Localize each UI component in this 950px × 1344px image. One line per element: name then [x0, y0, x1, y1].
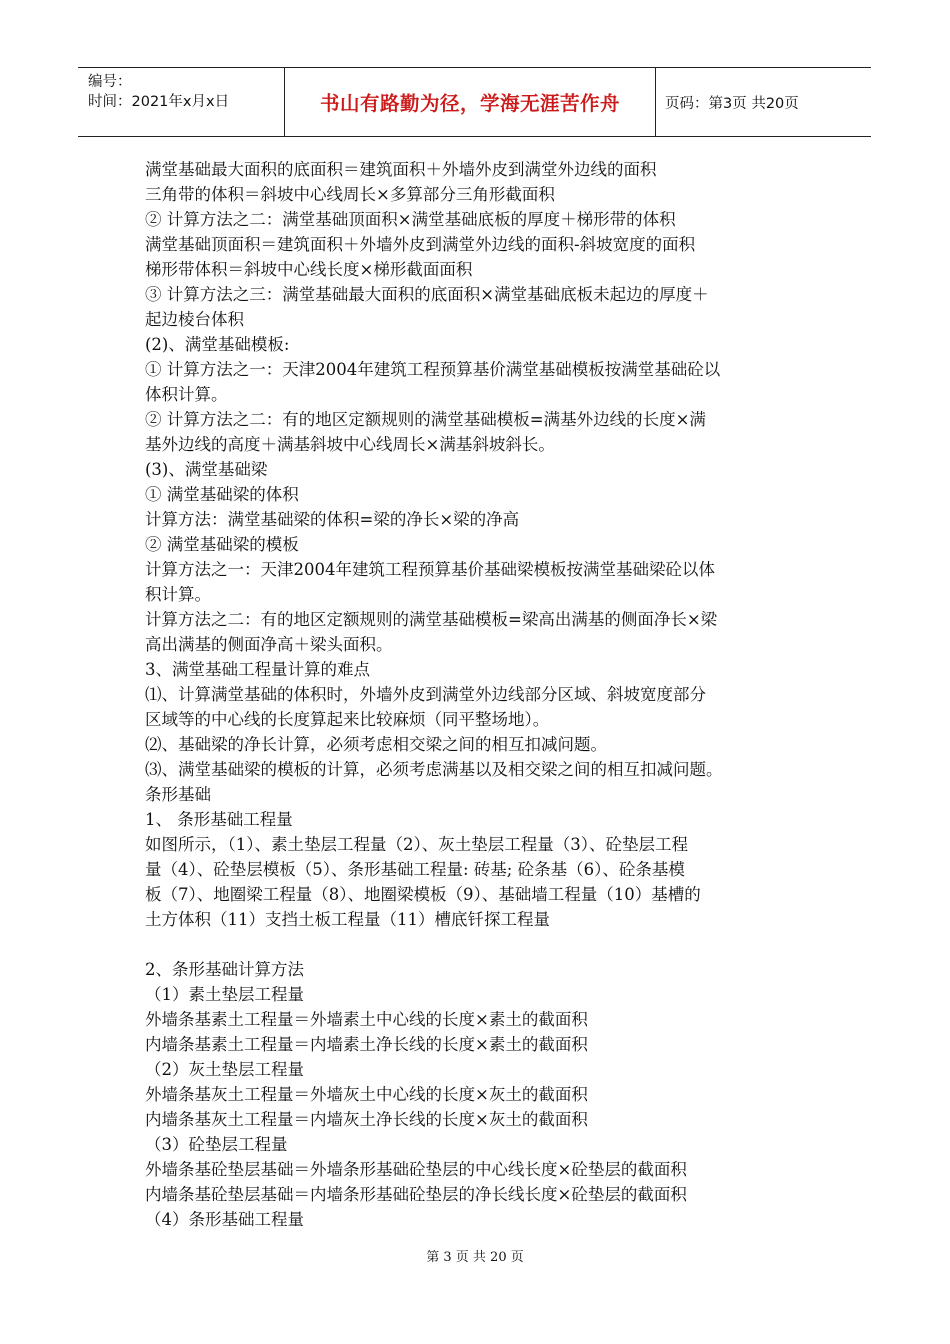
- text-line: 区域等的中心线的长度算起来比较麻烦（同平整场地）。: [145, 710, 550, 729]
- text-line: 计算方法：满堂基础梁的体积=梁的净长×梁的净高: [145, 510, 520, 529]
- header-page-cell: [656, 68, 871, 136]
- text-line: （1）素土垫层工程量: [145, 985, 304, 1004]
- text-line: ① 计算方法之一：天津2004年建筑工程预算基价满堂基础模板按满堂基础砼以: [145, 360, 721, 379]
- text-line: 板（7）、地圈梁工程量（8）、地圈梁模板（9）、基础墙工程量（10）基槽的: [145, 885, 701, 904]
- number-label: 编号：: [88, 74, 132, 90]
- page-footer: [0, 1246, 950, 1265]
- text-line: 内墙条基砼垫层基础＝内墙条形基础砼垫层的净长线长度×砼垫层的截面积: [145, 1185, 687, 1204]
- page-info: 页码：第3页 共20页: [665, 95, 799, 112]
- text-line: 外墙条基砼垫层基础＝外墙条形基础砼垫层的中心线长度×砼垫层的截面积: [145, 1160, 687, 1179]
- text-line: （2）灰土垫层工程量: [145, 1060, 304, 1079]
- text-line: 计算方法之二：有的地区定额规则的满堂基础模板=梁高出满基的侧面净长×梁: [145, 610, 718, 629]
- text-line: 土方体积（11）支挡土板工程量（11）槽底钎探工程量: [145, 910, 550, 929]
- text-line: ⑵、基础梁的净长计算，必须考虑相交梁之间的相互扣减问题。: [145, 735, 607, 754]
- text-line: ② 满堂基础梁的模板: [145, 535, 299, 554]
- text-line: 1、 条形基础工程量: [145, 810, 293, 829]
- text-line: ② 计算方法之二：有的地区定额规则的满堂基础模板=满基外边线的长度×满: [145, 410, 706, 429]
- text-line: 高出满基的侧面净高＋梁头面积。: [145, 635, 393, 654]
- text-line: 外墙条基灰土工程量＝外墙灰土中心线的长度×灰土的截面积: [145, 1085, 588, 1104]
- text-line: ② 计算方法之二：满堂基础顶面积×满堂基础底板的厚度＋梯形带的体积: [145, 210, 676, 229]
- text-line: 计算方法之一：天津2004年建筑工程预算基价基础梁模板按满堂基础梁砼以体: [145, 560, 715, 579]
- header-meta: [78, 68, 284, 136]
- text-line: ① 满堂基础梁的体积: [145, 485, 299, 504]
- text-line: 外墙条基素土工程量＝外墙素土中心线的长度×素土的截面积: [145, 1010, 588, 1029]
- text-line: 2、条形基础计算方法: [145, 960, 304, 979]
- blank-line: [145, 932, 810, 957]
- text-line: 体积计算。: [145, 385, 228, 404]
- text-line: (3)、满堂基础梁: [145, 460, 268, 479]
- text-line: (2)、满堂基础模板:: [145, 335, 290, 354]
- text-line: 量（4）、砼垫层模板（5）、条形基础工程量: 砖基; 砼条基（6）、砼条基模: [145, 860, 685, 879]
- motto: 书山有路勤为径，学海无涯苦作舟: [319, 92, 620, 115]
- text-line: 积计算。: [145, 585, 211, 604]
- text-line: （4）条形基础工程量: [145, 1210, 304, 1229]
- header-motto-cell: [284, 68, 656, 136]
- text-line: ⑶、满堂基础梁的模板的计算，必须考虑满基以及相交梁之间的相互扣减问题。: [145, 760, 723, 779]
- text-line: 满堂基础顶面积＝建筑面积＋外墙外皮到满堂外边线的面积-斜坡宽度的面积: [145, 235, 696, 254]
- footer-page-number: 第 3 页 共 20 页: [426, 1250, 524, 1265]
- text-line: ⑴、计算满堂基础的体积时，外墙外皮到满堂外边线部分区域、斜坡宽度部分: [145, 685, 706, 704]
- text-line: （3）砼垫层工程量: [145, 1135, 288, 1154]
- text-line: 内墙条基素土工程量＝内墙素土净长线的长度×素土的截面积: [145, 1035, 588, 1054]
- text-line: 起边棱台体积: [145, 310, 244, 329]
- text-line: 梯形带体积＝斜坡中心线长度×梯形截面面积: [145, 260, 473, 279]
- text-line: 满堂基础最大面积的底面积＝建筑面积＋外墙外皮到满堂外边线的面积: [145, 160, 657, 179]
- text-line: 如图所示，（1）、素土垫层工程量（2）、灰土垫层工程量（3）、砼垫层工程: [145, 835, 688, 854]
- text-line: 基外边线的高度＋满基斜坡中心线周长×满基斜坡斜长。: [145, 435, 555, 454]
- text-line: 3、满堂基础工程量计算的难点: [145, 660, 370, 679]
- date-label: 时间：2021年x月x日: [88, 94, 230, 110]
- text-line: 条形基础: [145, 785, 211, 804]
- document-body: [145, 157, 810, 1232]
- text-line: 内墙条基灰土工程量＝内墙灰土净长线的长度×灰土的截面积: [145, 1110, 588, 1129]
- text-line: ③ 计算方法之三：满堂基础最大面积的底面积×满堂基础底板未起边的厚度＋: [145, 285, 709, 304]
- text-line: 三角带的体积＝斜坡中心线周长×多算部分三角形截面积: [145, 185, 555, 204]
- page-header: [78, 67, 871, 137]
